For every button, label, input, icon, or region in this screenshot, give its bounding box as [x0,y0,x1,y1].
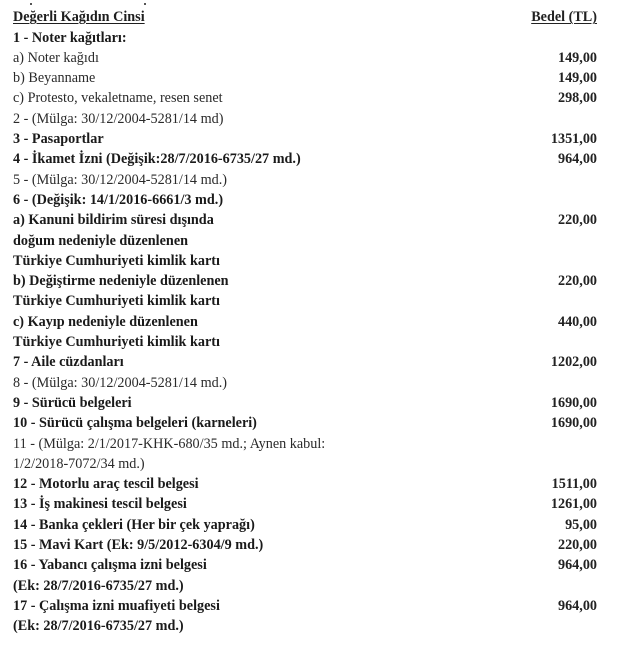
table-row [13,312,597,332]
table-row [13,109,597,129]
row-label: 1/2/2018-7072/34 md.) [13,455,145,472]
row-label: 2 - (Mülga: 30/12/2004-5281/14 md) [13,110,224,127]
row-label: 15 - Mavi Kart (Ek: 9/5/2012-6304/9 md.) [13,537,264,553]
row-label: 1 - Noter kağıtları: [13,29,127,46]
row-label: 4 - İkamet İzni (Değişik:28/7/2016-6735/27 md.) [13,151,301,168]
table-row [13,555,597,575]
scan-artifact [30,3,32,5]
table-row [13,515,597,535]
row-label: 7 - Aile cüzdanları [13,354,124,371]
row-label: Türkiye Cumhuriyeti kimlik kartı [13,293,220,310]
row-label: c) Kayıp nedeniyle düzenlenen [13,313,198,330]
table-row [13,68,597,88]
row-label: 13 - İş makinesi tescil belgesi [13,496,187,513]
table-row [13,474,597,494]
scan-artifact [144,3,146,5]
table-row [13,48,597,68]
row-label: a) Kanuni bildirim süresi dışında [13,212,214,229]
row-fee-value: 220,00 [557,273,597,290]
table-row [13,251,597,271]
table-row [13,28,597,48]
row-fee-value: 440,00 [557,313,597,330]
row-label: (Ek: 28/7/2016-6735/27 md.) [13,577,184,594]
column-header-document-type: Değerli Kağıdın Cinsi [13,9,145,25]
row-label: 5 - (Mülga: 30/12/2004-5281/14 md.) [13,171,227,188]
row-label: b) Beyanname [13,70,96,87]
row-fee-value: 964,00 [557,557,597,574]
row-fee-value: 298,00 [557,90,597,107]
row-fee-value: 1511,00 [551,476,597,493]
row-label: c) Protesto, vekaletname, resen senet [13,90,223,107]
table-row [13,332,597,352]
row-fee-value: 964,00 [557,151,597,168]
row-fee-value: 220,00 [557,212,597,229]
row-fee-value: 220,00 [557,537,597,553]
table-row [13,170,597,190]
table-row [13,352,597,372]
table-row [13,373,597,393]
table-row [13,535,597,555]
table-row [13,494,597,514]
row-label: (Ek: 28/7/2016-6735/27 md.) [13,618,184,635]
row-label: Türkiye Cumhuriyeti kimlik kartı [13,252,220,269]
row-fee-value: 149,00 [557,70,597,87]
row-fee-value: 964,00 [557,597,597,614]
row-fee-value: 1351,00 [550,131,597,147]
table-row [13,210,597,230]
row-label: a) Noter kağıdı [13,49,99,66]
table-row [13,271,597,291]
row-label: b) Değiştirme nedeniyle düzenlenen [13,273,229,290]
table-row [13,434,597,454]
table-row [13,190,597,210]
row-label: 17 - Çalışma izni muafiyeti belgesi [13,597,220,614]
row-fee-value: 149,00 [557,49,597,66]
row-label: 8 - (Mülga: 30/12/2004-5281/14 md.) [13,374,227,391]
table-row [13,129,597,149]
row-label: 14 - Banka çekleri (Her bir çek yaprağı) [13,516,255,533]
table-row [13,393,597,413]
table-row [13,596,597,616]
table-header [13,7,597,27]
column-header-fee: Bedel (TL) [531,9,597,25]
row-fee-value: 1690,00 [550,415,597,432]
table-row [13,149,597,169]
row-fee-value: 1202,00 [550,354,597,371]
row-fee-value: 1690,00 [550,394,597,411]
table-row [13,616,597,636]
row-label: 12 - Motorlu araç tescil belgesi [13,476,199,493]
row-label: 6 - (Değişik: 14/1/2016-6661/3 md.) [13,191,224,208]
row-label: 9 - Sürücü belgeleri [13,394,132,411]
table-row [13,88,597,108]
row-fee-value: 1261,00 [550,496,597,513]
row-label: 10 - Sürücü çalışma belgeleri (karneleri) [13,415,257,432]
row-label: 3 - Pasaportlar [13,131,104,147]
row-label: 11 - (Mülga: 2/1/2017-KHK-680/35 md.; Aynen kabul: [13,435,326,452]
table-row [13,413,597,433]
table-row [13,454,597,474]
table-row [13,231,597,251]
row-label: 16 - Yabancı çalışma izni belgesi [13,557,207,574]
table-row [13,291,597,311]
table-row [13,576,597,596]
row-fee-value: 95,00 [565,516,597,533]
row-label: Türkiye Cumhuriyeti kimlik kartı [13,334,220,350]
row-label: doğum nedeniyle düzenlenen [13,232,189,249]
